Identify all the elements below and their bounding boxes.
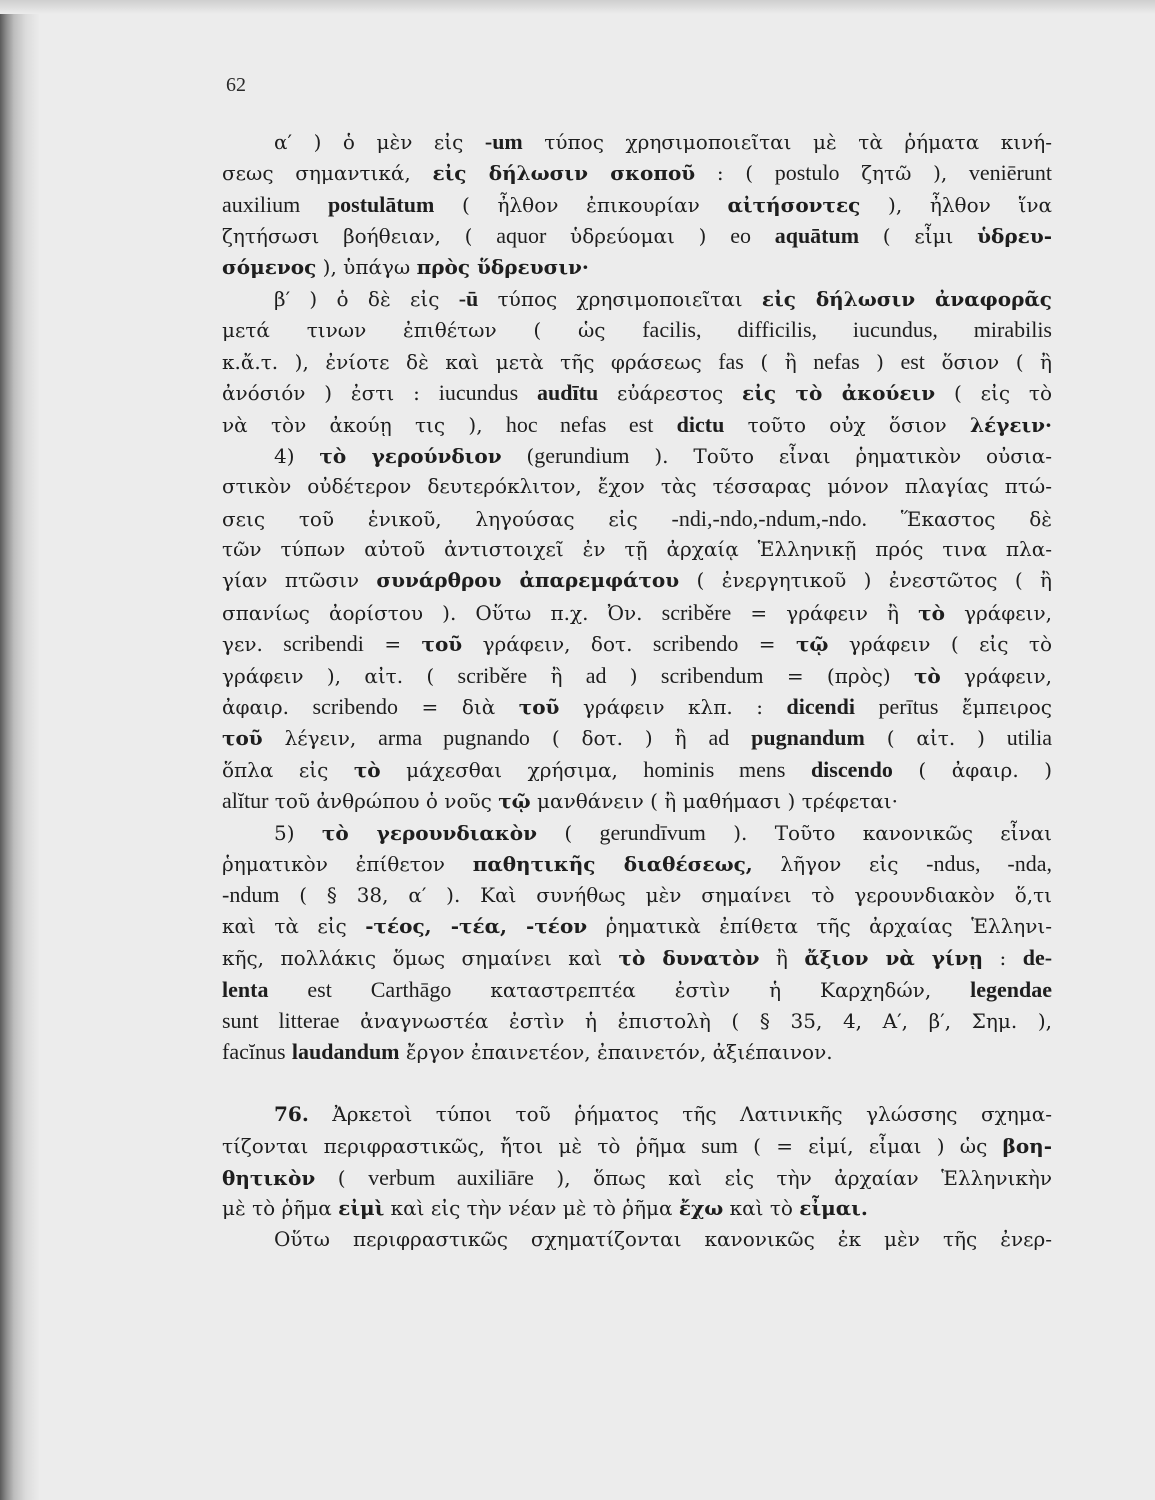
text-line: ὅπλα εἰς τὸ μάχεσθαι χρήσιμα, hominis mens discendo ( ἀφαιρ. )	[222, 756, 1052, 782]
text-line: τοῦ λέγειν, arma pugnando ( δοτ. ) ἢ ad pugnandum ( αἰτ. ) utilia	[222, 725, 1052, 751]
text-line: ἀφαιρ. scribendo = διὰ τοῦ γράφειν κλπ. : dicendi perītus ἔμπειρος	[222, 694, 1053, 720]
page-text	[222, 126, 1052, 1256]
text-line: ῥηματικὸν ἐπίθετον παθητικῆς διαθέσεως, λῆγον εἰς -ndus, -nda,	[222, 850, 1052, 876]
text-line: -ndum ( § 38, α′ ). Καὶ συνήθως μὲν σημαίνει τὸ γερουνδιακὸν ὅ,τι	[222, 882, 1052, 908]
text-line: 76. Ἀρκετοὶ τύποι τοῦ ῥήματος τῆς Λατινικῆς γλώσσης σχημα-	[274, 1101, 1052, 1126]
text-line: ζητήσωσι βοήθειαν, ( aquor ὑδρεύομαι ) eo aquātum ( εἶμι ὑδρευ-	[222, 223, 1052, 249]
text-line: νὰ τὸν ἀκούῃ τις ), hoc nefas est dictu τοῦτο οὐχ ὅσιον λέγειν·	[222, 411, 1053, 437]
text-line: ἀνόσιόν ) ἐστι : iucundus audītu εὐάρεστος εἰς τὸ ἀκούειν ( εἰς τὸ	[222, 380, 1053, 406]
page-top-shade	[0, 0, 1155, 14]
page-number: 62	[226, 74, 246, 96]
text-line: σεως σημαντικά, εἰς δήλωσιν σκοποῦ : ( postulo ζητῶ ), veniērunt	[222, 160, 1052, 186]
text-line: 4) τὸ γερούνδιον (gerundium ). Τοῦτο εἶναι ῥηματικὸν οὐσια-	[274, 442, 1052, 468]
section-number: 76.	[274, 1101, 309, 1126]
text-line: facĭnus laudandum ἔργον ἐπαινετέον, ἐπαινετόν, ἀξιέπαινον.	[222, 1039, 833, 1065]
text-line: κ.ἄ.τ. ), ἐνίοτε δὲ καὶ μετὰ τῆς φράσεως fas ( ἢ nefas ) est ὅσιον ( ἢ	[222, 348, 1053, 374]
text-line: σεις τοῦ ἑνικοῦ, ληγούσας εἰς -ndi,-ndo,-ndum,-ndo. Ἕκαστος δὲ	[222, 505, 1052, 531]
text-line: κῆς, πολλάκις ὅμως σημαίνει καὶ τὸ δυνατὸν ἢ ἄξιον νὰ γίνῃ : de-	[222, 945, 1053, 971]
text-line: καὶ τὰ εἰς -τέος, -τέα, -τέον ῥηματικὰ ἐπίθετα τῆς ἀρχαίας Ἑλληνι-	[222, 913, 1052, 938]
text-line: μὲ τὸ ῥῆμα εἰμὶ καὶ εἰς τὴν νέαν μὲ τὸ ῥῆμα ἔχω καὶ τὸ εἶμαι.	[222, 1195, 868, 1220]
text-line: auxilium postulātum ( ἦλθον ἐπικουρίαν αἰτήσοντες ), ἦλθον ἵνα	[222, 191, 1053, 217]
text-line: τίζονται περιφραστικῶς, ἤτοι μὲ τὸ ῥῆμα sum ( = εἰμί, εἶμαι ) ὡς βοη-	[222, 1133, 1053, 1159]
text-line: μετά τινων ἐπιθέτων ( ὡς facilis, difficilis, iucundus, mirabilis	[222, 317, 1052, 343]
text-line: Οὕτω περιφραστικῶς σχηματίζονται κανονικῶς ἐκ μὲν τῆς ἐνερ-	[274, 1227, 1052, 1252]
text-line: τῶν τύπων αὐτοῦ ἀντιστοιχεῖ ἐν τῇ ἀρχαίᾳ Ἑλληνικῇ πρός τινα πλα-	[222, 537, 1052, 562]
text-line: γίαν πτῶσιν συνάρθρου ἀπαρεμφάτου ( ἐνεργητικοῦ ) ἐνεστῶτος ( ἢ	[222, 568, 1052, 593]
text-line: alĭtur τοῦ ἀνθρώπου ὁ νοῦς τῷ μανθάνειν ( ἢ μαθήμασι ) τρέφεται·	[222, 788, 899, 814]
text-line: 5) τὸ γερουνδιακὸν ( gerundīvum ). Τοῦτο κανονικῶς εἶναι	[274, 819, 1052, 845]
section-gap	[222, 1068, 1052, 1099]
binding-shadow	[0, 0, 40, 1500]
text-line: α′ ) ὁ μὲν εἰς -um τύπος χρησιμοποιεῖται μὲ τὰ ῥήματα κινή-	[274, 129, 1052, 154]
text-line: σόμενος ), ὑπάγω πρὸς ὕδρευσιν·	[222, 254, 589, 279]
text-line: β′ ) ὁ δὲ εἰς -ū τύπος χρησιμοποιεῖται εἰς δήλωσιν ἀναφορᾶς	[274, 285, 1052, 311]
text-line: lenta est Carthāgo καταστρεπτέα ἐστὶν ἡ Καρχηδών, legendae	[222, 976, 1052, 1002]
text-line: στικὸν οὐδέτερον δευτερόκλιτον, ἔχον τὰς τέσσαρας μόνον πλαγίας πτώ-	[222, 474, 1052, 499]
text-line: sunt litterae ἀναγνωστέα ἐστὶν ἡ ἐπιστολὴ ( § 35, 4, Α′, β′, Σημ. ),	[222, 1007, 1052, 1033]
text-line: γεν. scribendi = τοῦ γράφειν, δοτ. scribendo = τῷ γράφειν ( εἰς τὸ	[222, 631, 1052, 657]
text-line: θητικὸν ( verbum auxiliāre ), ὅπως καὶ εἰς τὴν ἀρχαίαν Ἑλληνικὴν	[222, 1164, 1052, 1190]
text-line: γράφειν ), αἰτ. ( scriběre ἢ ad ) scribendum = (πρὸς) τὸ γράφειν,	[222, 662, 1052, 688]
text-line: σπανίως ἀορίστου ). Οὕτω π.χ. Ὀν. scriběre = γράφειν ἢ τὸ γράφειν,	[222, 599, 1053, 625]
